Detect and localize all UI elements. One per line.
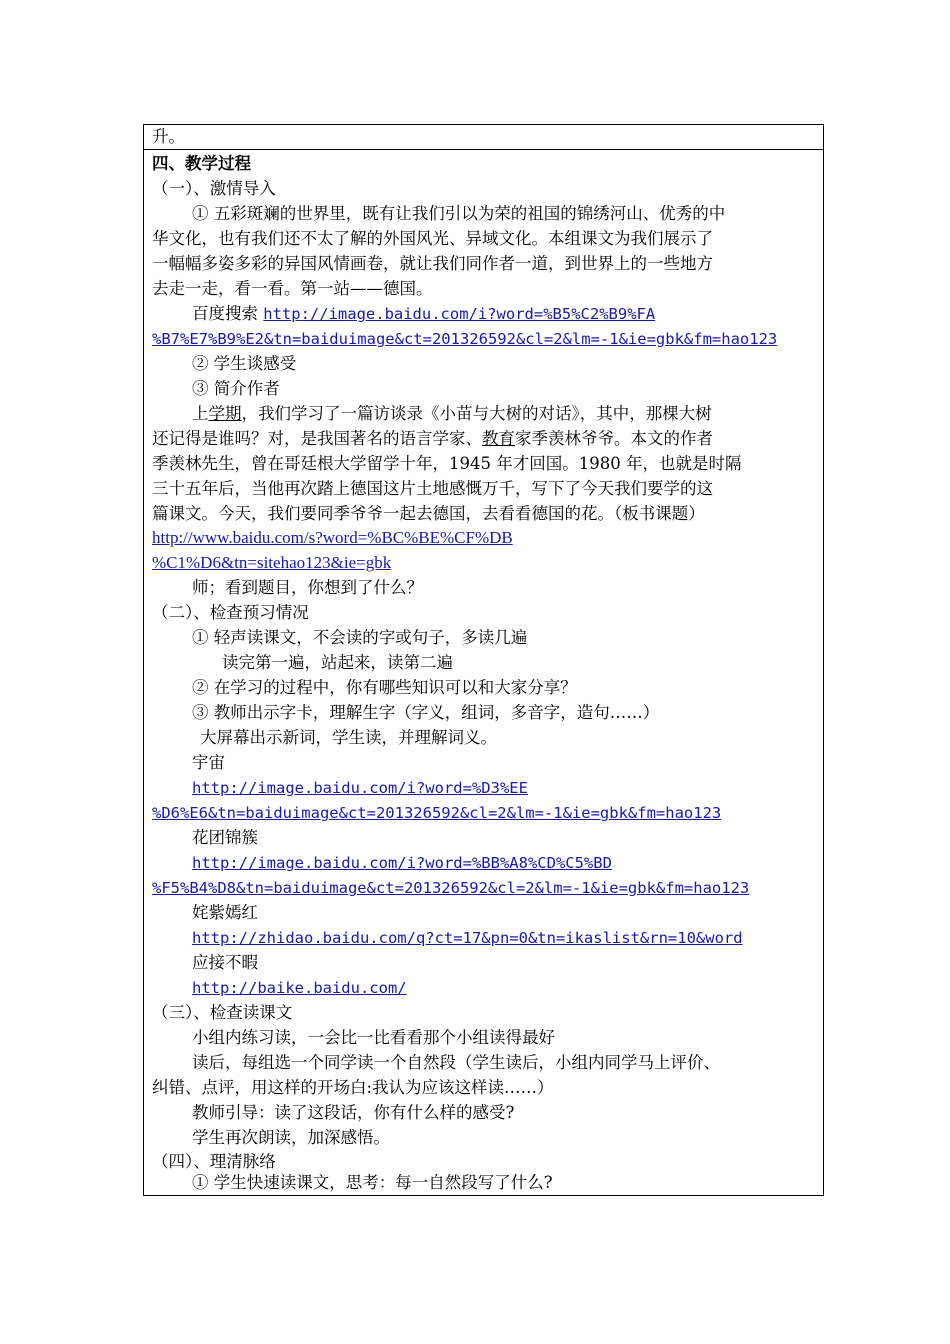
subsection-heading: （一）、激情导入 <box>152 179 276 198</box>
paragraph-line: 教师引导：读了这段话，你有什么样的感受? <box>192 1103 515 1122</box>
vocab-link-tail[interactable]: %D6%E6&tn=baiduimage&ct=201326592&cl=2&lm=-1&ie=gbk&fm=hao123 <box>152 804 722 822</box>
table-row-divider <box>144 149 823 150</box>
step-line: ① 轻声读课文，不会读的字或句子，多读几遍 <box>192 628 528 647</box>
step-line: 读完第一遍，站起来，读第二遍 <box>222 653 453 672</box>
link-line <box>192 926 819 951</box>
step-line: ③ 教师出示字卡，理解生字（字义，组词，多音字，造句……） <box>192 703 660 722</box>
underlined-term: 学期 <box>208 404 242 423</box>
lesson-plan-table <box>143 124 824 1196</box>
baidu-search-link[interactable]: http://www.baidu.com/s?word=%BC%BE%CF%DB <box>152 528 513 547</box>
step-line: ③ 简介作者 <box>192 379 280 398</box>
step-line: ① 学生快速读课文，思考：每一自然段写了什么? <box>192 1173 553 1192</box>
paragraph-line: 纠错、点评，用这样的开场白:我认为应该这样读……） <box>152 1078 554 1097</box>
search-line <box>192 302 819 327</box>
underlined-term: 教育 <box>482 429 515 448</box>
vocab-word: 花团锦簇 <box>192 828 258 847</box>
step-line: ② 学生谈感受 <box>192 354 297 373</box>
link-line <box>152 876 819 901</box>
step-line: 大屏幕出示新词，学生读，并理解词义。 <box>200 728 497 747</box>
vocab-link[interactable]: http://zhidao.baidu.com/q?ct=17&pn=0&tn=ikaslist&rn=10&word <box>192 929 743 947</box>
search-label: 百度搜索 <box>192 304 258 323</box>
link-line <box>152 551 819 576</box>
paragraph-line: 小组内练习读，一会比一比看看那个小组读得最好 <box>192 1028 555 1047</box>
step-line: ② 在学习的过程中，你有哪些知识可以和大家分享？ <box>192 678 577 697</box>
paragraph-line <box>192 402 819 427</box>
paragraph-line: 篇课文。今天，我们要同季爷爷一起去德国，去看看德国的花。（板书课题） <box>152 504 705 523</box>
vocab-link[interactable]: http://image.baidu.com/i?word=%BB%A8%CD%C5%BD <box>192 854 612 872</box>
baidu-search-link-tail[interactable]: %C1%D6&tn=sitehao123&ie=gbk <box>152 553 392 572</box>
vocab-link[interactable]: http://image.baidu.com/i?word=%D3%EE <box>192 779 528 797</box>
paragraph-line: 去走一走，看一看。第一站——德国。 <box>152 279 433 298</box>
vocab-link-tail[interactable]: %F5%B4%D8&tn=baiduimage&ct=201326592&cl=2&lm=-1&ie=gbk&fm=hao123 <box>152 879 750 897</box>
link-line <box>192 976 819 1001</box>
paragraph-line <box>152 427 819 452</box>
vocab-word: 应接不暇 <box>192 953 258 972</box>
text-fragment: ，我们学习了一篇访谈录《小苗与大树的对话》，其中，那棵大树 <box>241 404 712 423</box>
vocab-word: 宇宙 <box>192 753 225 772</box>
paragraph-line: 季羡林先生，曾在哥廷根大学留学十年，1945 年才回国。1980 年，也就是时隔 <box>152 454 742 473</box>
link-line <box>152 526 819 551</box>
subsection-heading: （四）、理清脉络 <box>152 1152 276 1171</box>
paragraph-line: 师；看到题目，你想到了什么？ <box>192 578 423 597</box>
paragraph-line: ① 五彩斑斓的世界里，既有让我们引以为荣的祖国的锦绣河山、优秀的中 <box>192 204 726 223</box>
previous-cell-end: 升。 <box>152 127 185 146</box>
text-fragment: 上 <box>192 404 209 423</box>
search-link-continued <box>152 327 819 352</box>
search-link[interactable]: http://image.baidu.com/i?word=%B5%C2%B9%FA <box>263 305 656 323</box>
paragraph-line: 学生再次朗读，加深感悟。 <box>192 1128 390 1147</box>
vocab-link[interactable]: http://baike.baidu.com/ <box>192 979 407 997</box>
vocab-word: 姹紫嫣红 <box>192 903 258 922</box>
subsection-heading: （三）、检查读课文 <box>152 1003 293 1022</box>
subsection-heading: （二）、检查预习情况 <box>152 603 309 622</box>
section-heading: 四、教学过程 <box>152 154 251 173</box>
paragraph-line: 三十五年后，当他再次踏上德国这片土地感慨万千，写下了今天我们要学的这 <box>152 479 713 498</box>
paragraph-line: 一幅幅多姿多彩的异国风情画卷，就让我们同作者一道，到世界上的一些地方 <box>152 254 713 273</box>
link-line <box>192 851 819 876</box>
paragraph-line: 华文化，也有我们还不太了解的外国风光、异域文化。本组课文为我们展示了 <box>152 229 713 248</box>
text-fragment: 家季羡林爷爷。本文的作者 <box>515 429 713 448</box>
paragraph-line: 读后，每组选一个同学读一个自然段（学生读后，小组内同学马上评价、 <box>192 1053 720 1072</box>
text-fragment: 还记得是谁吗？对，是我国著名的语言学家、 <box>152 429 482 448</box>
search-link-tail[interactable]: %B7%E7%B9%E2&tn=baiduimage&ct=201326592&cl=2&lm=-1&ie=gbk&fm=hao123 <box>152 330 778 348</box>
link-line <box>152 801 819 826</box>
link-line <box>192 776 819 801</box>
